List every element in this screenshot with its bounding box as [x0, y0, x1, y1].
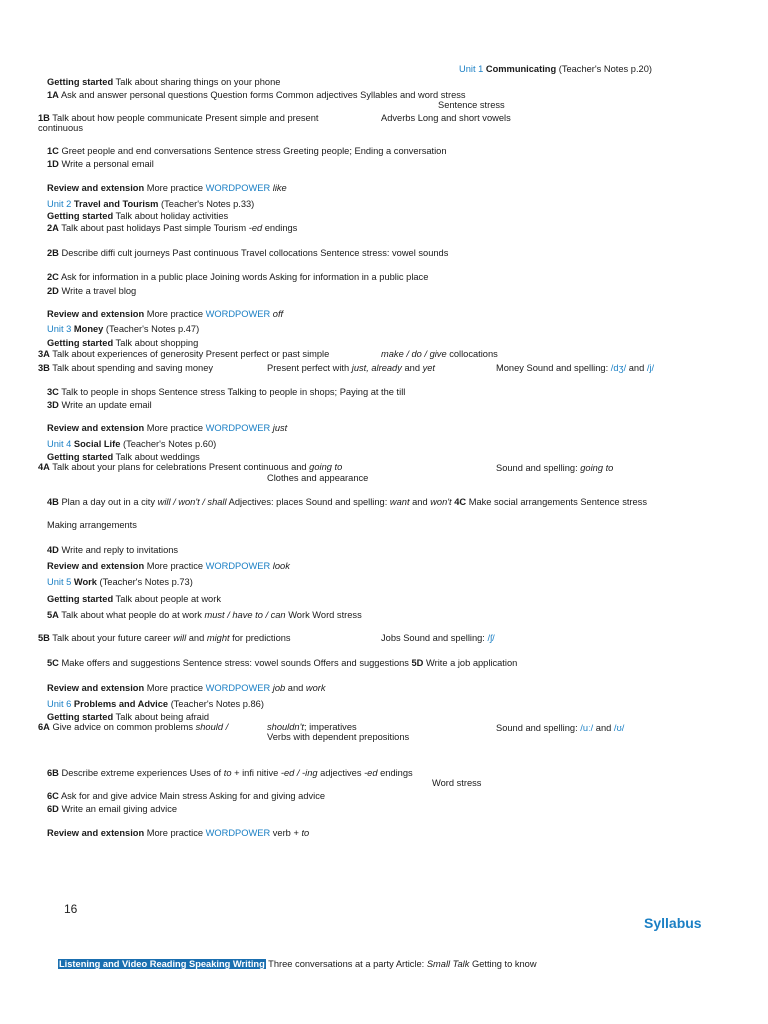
blue-term: Unit 1	[459, 64, 484, 74]
text-run: More practice	[144, 423, 206, 433]
bold-term: 1B	[38, 113, 50, 123]
unit-6-review	[47, 828, 309, 839]
text-run: Jobs Sound and spelling:	[381, 633, 488, 643]
text-run: (Teacher's Notes p.20)	[556, 64, 652, 74]
page-number: 16	[64, 902, 78, 916]
text-run: Ask for information in a public place Joining words Asking for information in a public place	[58, 272, 429, 282]
text-run: Talk about experiences of generosity Present perfect or past simple	[49, 349, 330, 359]
text-run: More practice	[144, 683, 206, 693]
blue-term: WORDPOWER	[205, 828, 271, 838]
text-run: Making arrangements	[47, 520, 137, 530]
blue-term: /ʃ/	[487, 633, 495, 643]
text-run: continuous	[38, 123, 83, 133]
text-run: Talk about your plans for celebrations Present continuous and	[49, 462, 310, 472]
text-run: and	[401, 363, 423, 373]
italic-term: just	[272, 423, 288, 433]
text-run: Talk to people in shops Sentence stress Talking to people in shops; Paying at the till	[58, 387, 406, 397]
blue-term: WORDPOWER	[205, 183, 271, 193]
unit-4-heading	[47, 439, 216, 450]
blue-term: /ʊ/	[613, 723, 625, 733]
text-run: Write and reply to invitations	[58, 545, 179, 555]
text-run: Write an update email	[58, 400, 152, 410]
bold-term: Problems and Advice	[73, 699, 169, 709]
bold-term: Getting started	[47, 338, 114, 348]
text-run: Ask and answer personal questions Question forms Common adjectives Syllables and word stress	[58, 90, 466, 100]
italic-term: want	[389, 497, 410, 507]
text-run: Verbs with dependent prepositions	[267, 732, 410, 742]
text-run: Talk about how people communicate Present simple and present	[49, 113, 319, 123]
lesson-3b	[38, 363, 213, 374]
text-run: Present perfect with	[267, 363, 352, 373]
bold-term: Review and extension	[47, 309, 145, 319]
lesson-6a	[38, 722, 228, 733]
text-run: Write an email giving advice	[58, 804, 178, 814]
italic-term: -ed	[364, 768, 378, 778]
lesson-4d	[47, 545, 178, 556]
text-run: Sound and spelling:	[496, 723, 581, 733]
blue-term: Unit 2	[47, 199, 72, 209]
bold-term: Review and extension	[47, 683, 145, 693]
text-run: Work Word stress	[285, 610, 362, 620]
blue-term: WORDPOWER	[205, 561, 271, 571]
text-run: Greet people and end conversations Sentence stress Greeting people; Ending a conversation	[58, 146, 447, 156]
lesson-5b-vocab	[381, 633, 495, 644]
italic-term: must / have to / can	[204, 610, 286, 620]
bold-term: Getting started	[47, 452, 114, 462]
unit-1-heading	[459, 64, 652, 75]
text-run: and	[626, 363, 647, 373]
text-run: endings	[262, 223, 298, 233]
text-run: Word stress	[432, 778, 482, 788]
lesson-5b	[38, 633, 291, 644]
skills-highlight: Listening and Video Reading Speaking Writing	[59, 959, 265, 969]
text-run: + infi nitive	[231, 768, 281, 778]
lesson-4b-4c	[47, 497, 647, 508]
blue-term: /j/	[646, 363, 655, 373]
text-run: Getting to know	[469, 959, 537, 969]
bold-term: 2D	[47, 286, 59, 296]
bold-term: 3B	[38, 363, 50, 373]
text-run: Talk about weddings	[113, 452, 200, 462]
text-run: (Teacher's Notes p.73)	[96, 577, 193, 587]
text-run: More practice	[144, 561, 206, 571]
bold-term: Communicating	[485, 64, 557, 74]
bold-term: 3D	[47, 400, 59, 410]
text-run: collocations	[446, 349, 498, 359]
text-run: Talk about sharing things on your phone	[113, 77, 281, 87]
bold-term: Review and extension	[47, 423, 145, 433]
bold-term: Getting started	[47, 712, 114, 722]
lesson-6a-vocab	[267, 732, 409, 743]
italic-term: will	[173, 633, 187, 643]
italic-term: like	[272, 183, 287, 193]
text-run: (Teacher's Notes p.60)	[120, 439, 217, 449]
unit-4-review	[47, 561, 290, 572]
unit-3-review	[47, 423, 287, 434]
bold-term: 4A	[38, 462, 50, 472]
lesson-3c	[47, 387, 405, 398]
text-run: Adjectives: places Sound and spelling:	[226, 497, 390, 507]
lesson-6d	[47, 804, 177, 815]
bold-term: 3A	[38, 349, 50, 359]
italic-term: might	[206, 633, 230, 643]
bold-term: 1D	[47, 159, 59, 169]
lesson-4a-pronunciation	[496, 463, 613, 474]
bold-term: Review and extension	[47, 183, 145, 193]
text-run: Money Sound and spelling:	[496, 363, 611, 373]
text-run: Ask for and give advice Main stress Asking for and giving advice	[58, 791, 326, 801]
section-title: Syllabus	[644, 915, 702, 931]
bold-term: 1A	[47, 90, 59, 100]
blue-term: WORDPOWER	[205, 683, 271, 693]
text-run: Give advice on common problems	[49, 722, 196, 732]
lesson-1d	[47, 159, 154, 170]
text-run: Make social arrangements Sentence stress	[466, 497, 647, 507]
text-run: Talk about holiday activities	[113, 211, 229, 221]
text-run: Write a travel blog	[58, 286, 137, 296]
bold-term: Review and extension	[47, 561, 145, 571]
bold-term: 4C	[454, 497, 467, 507]
bold-term: 2C	[47, 272, 59, 282]
text-run: Talk about past holidays Past simple Tourism	[58, 223, 249, 233]
unit-2-review	[47, 309, 283, 320]
skills-row	[58, 959, 537, 970]
bold-term: Work	[73, 577, 97, 587]
text-run: Sound and spelling:	[496, 463, 581, 473]
text-run: Describe diffi cult journeys Past continuous Travel collocations Sentence stress: vowel sounds	[58, 248, 449, 258]
italic-term: to	[301, 828, 310, 838]
text-run: (Teacher's Notes p.47)	[103, 324, 200, 334]
text-run: and	[186, 633, 207, 643]
lesson-3b-pronunciation	[496, 363, 654, 374]
lesson-5c-5d	[47, 658, 517, 669]
text-run: adjectives	[317, 768, 365, 778]
blue-term: Unit 6	[47, 699, 72, 709]
bold-term: 4D	[47, 545, 59, 555]
blue-term: /uː/	[580, 723, 594, 733]
text-run: for predictions	[229, 633, 291, 643]
text-run: Talk about spending and saving money	[49, 363, 214, 373]
italic-term: -ed / -ing	[280, 768, 318, 778]
blue-term: Unit 5	[47, 577, 72, 587]
bold-term: 6D	[47, 804, 59, 814]
unit-6-heading	[47, 699, 264, 710]
italic-term: to	[223, 768, 232, 778]
bold-term: 6C	[47, 791, 59, 801]
blue-term: /dʒ/	[610, 363, 627, 373]
text-run: verb +	[270, 828, 302, 838]
text-run: Describe extreme experiences Uses of	[58, 768, 224, 778]
unit-5-getting-started	[47, 594, 221, 605]
unit-2-getting-started	[47, 211, 228, 222]
bold-term: Getting started	[47, 211, 114, 221]
skills-row-text	[266, 959, 537, 969]
bold-term: 5C	[47, 658, 59, 668]
italic-term: yet	[422, 363, 435, 373]
lesson-1a-pronunciation	[438, 100, 505, 111]
unit-1-getting-started	[47, 77, 280, 88]
bold-term: 3C	[47, 387, 59, 397]
lesson-6b-pronunciation	[432, 778, 481, 789]
text-run: More practice	[144, 183, 206, 193]
unit-2-heading	[47, 199, 254, 210]
unit-5-review	[47, 683, 326, 694]
italic-term: just, already	[351, 363, 402, 373]
bold-term: 4B	[47, 497, 59, 507]
lesson-4a	[38, 462, 342, 473]
italic-term: should /	[195, 722, 229, 732]
lesson-6a-pronunciation	[496, 723, 624, 734]
italic-term: make / do / give	[381, 349, 447, 359]
text-run: More practice	[144, 828, 206, 838]
lesson-3a	[38, 349, 329, 360]
lesson-2c	[47, 272, 428, 283]
text-run: Plan a day out in a city	[58, 497, 158, 507]
lesson-1c	[47, 146, 447, 157]
lesson-3b-grammar	[267, 363, 435, 374]
text-run: Make offers and suggestions Sentence stress: vowel sounds Offers and suggestions	[58, 658, 412, 668]
italic-term: look	[272, 561, 290, 571]
bold-term: Getting started	[47, 594, 114, 604]
italic-term: work	[305, 683, 326, 693]
blue-term: Unit 4	[47, 439, 72, 449]
italic-term: going to	[580, 463, 614, 473]
unit-5-heading	[47, 577, 193, 588]
italic-term: job	[272, 683, 286, 693]
bold-term: 6B	[47, 768, 59, 778]
lesson-4c-skill	[47, 520, 137, 531]
text-run: Write a personal email	[58, 159, 154, 169]
italic-term: Small Talk	[426, 959, 470, 969]
italic-term: won't	[430, 497, 452, 507]
text-run: and	[409, 497, 431, 507]
text-run: Talk about your future career	[49, 633, 174, 643]
lesson-4a-vocab	[267, 473, 368, 484]
bold-term: 6A	[38, 722, 50, 732]
text-run: (Teacher's Notes p.86)	[168, 699, 264, 709]
text-run: Talk about what people do at work	[58, 610, 205, 620]
text-run: Talk about people at work	[113, 594, 221, 604]
bold-term: 2B	[47, 248, 59, 258]
text-run: More practice	[144, 309, 206, 319]
lesson-2a	[47, 223, 297, 234]
lesson-2b	[47, 248, 448, 259]
lesson-1b-vocab	[381, 113, 511, 124]
text-run: Three conversations at a party Article:	[265, 959, 427, 969]
italic-term: shouldn't	[267, 722, 304, 732]
bold-term: 1C	[47, 146, 59, 156]
text-run: and	[285, 683, 306, 693]
bold-term: 5A	[47, 610, 59, 620]
text-run: (Teacher's Notes p.33)	[158, 199, 255, 209]
lesson-2d	[47, 286, 136, 297]
unit-3-heading	[47, 324, 199, 335]
text-run: Talk about being afraid	[113, 712, 210, 722]
unit-1-review	[47, 183, 287, 194]
bold-term: 5D	[411, 658, 424, 668]
text-run: ; imperatives	[303, 722, 357, 732]
lesson-1b-cont	[38, 123, 83, 134]
text-run: Talk about shopping	[113, 338, 199, 348]
bold-term: 5B	[38, 633, 50, 643]
blue-term: Unit 3	[47, 324, 72, 334]
text-run: endings	[377, 768, 413, 778]
lesson-5a	[47, 610, 362, 621]
italic-term: going to	[309, 462, 343, 472]
lesson-3d	[47, 400, 152, 411]
lesson-1a	[47, 90, 466, 101]
text-run: Sentence stress	[438, 100, 505, 110]
blue-term: WORDPOWER	[205, 423, 271, 433]
italic-term: off	[272, 309, 284, 319]
italic-term: will / won't / shall	[157, 497, 227, 507]
bold-term: Money	[73, 324, 104, 334]
bold-term: 2A	[47, 223, 59, 233]
unit-3-getting-started	[47, 338, 198, 349]
blue-term: WORDPOWER	[205, 309, 271, 319]
lesson-6b	[47, 768, 413, 779]
text-run: Write a job application	[423, 658, 518, 668]
bold-term: Travel and Tourism	[73, 199, 159, 209]
text-run: Clothes and appearance	[267, 473, 369, 483]
text-run: Adverbs Long and short vowels	[381, 113, 511, 123]
text-run: and	[593, 723, 614, 733]
italic-term: -ed	[248, 223, 263, 233]
bold-term: Getting started	[47, 77, 114, 87]
bold-term: Social Life	[73, 439, 121, 449]
bold-term: Review and extension	[47, 828, 145, 838]
lesson-3a-vocab	[381, 349, 498, 360]
lesson-6c	[47, 791, 325, 802]
